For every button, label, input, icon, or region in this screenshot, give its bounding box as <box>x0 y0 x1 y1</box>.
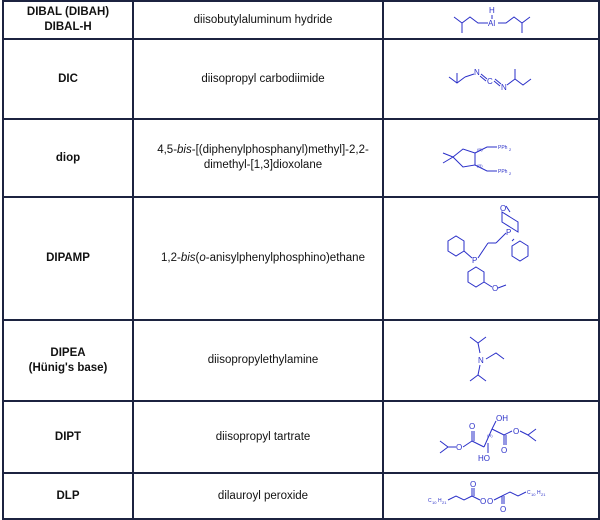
atom-label: O <box>480 497 487 506</box>
structure-cell <box>383 119 599 197</box>
stereo-label: (R) <box>477 147 483 152</box>
table-row <box>3 473 599 519</box>
structure-cell <box>383 1 599 39</box>
atom-label: 2 <box>509 147 512 152</box>
atom-label: C <box>487 77 493 86</box>
abbreviation-line: DIBAL-H <box>44 21 92 33</box>
structure-cell <box>383 473 599 519</box>
dipamp-structure-icon <box>436 203 546 315</box>
chemical-name <box>134 143 382 173</box>
chemical-name: diisobutylaluminum hydride <box>193 13 333 26</box>
atom-label: O <box>513 427 520 436</box>
atom-label: O <box>500 505 507 514</box>
atom-label: N <box>501 83 507 92</box>
table-row <box>3 39 599 119</box>
atom-label: O <box>470 480 477 489</box>
chemical-name <box>134 251 382 266</box>
atom-label: PPh <box>498 145 508 151</box>
table-row <box>3 1 599 39</box>
atom-label: 21 <box>541 492 546 497</box>
abbreviation-line: DIC <box>58 72 78 85</box>
abbreviation-cell <box>3 401 133 473</box>
diop-structure-icon <box>431 133 551 183</box>
stereo-label: (R) <box>487 433 493 438</box>
stereo-label: (R) <box>477 163 483 168</box>
atom-label: O <box>501 446 508 455</box>
abbreviation-cell <box>3 197 133 320</box>
atom-label: O <box>487 497 494 506</box>
abbreviation-line: DIPAMP <box>46 252 90 264</box>
abbreviation-cell <box>3 1 133 39</box>
chemical-name-cell <box>133 119 383 197</box>
dipea-structure-icon <box>456 329 526 393</box>
atom-label: O <box>469 422 476 431</box>
atom-label: N <box>474 68 480 77</box>
atom-label: N <box>478 355 484 365</box>
structure-cell <box>383 320 599 401</box>
atom-label: O <box>492 283 499 293</box>
atom-label: C <box>527 490 531 496</box>
atom-label: H <box>438 498 442 504</box>
atom-label: OH <box>496 414 508 423</box>
table-row <box>3 197 599 320</box>
chemical-name: dilauroyl peroxide <box>217 489 309 502</box>
abbreviation-table <box>2 0 600 520</box>
name-part: o <box>199 252 206 264</box>
atom-label: 2 <box>509 171 512 176</box>
atom-label: O <box>456 443 463 452</box>
chemical-name-cell <box>133 401 383 473</box>
atom-label: 10 <box>531 492 536 497</box>
name-part: 4,5- <box>157 144 178 156</box>
name-part: -anisylphenylphosphino)ethane <box>205 252 365 264</box>
atom-label: C <box>428 498 432 504</box>
atom-label: H <box>489 6 495 15</box>
name-part: bis <box>180 252 196 264</box>
abbreviation-cell <box>3 320 133 401</box>
chemical-name: diisopropylethylamine <box>207 354 319 366</box>
chemical-name-cell <box>133 39 383 119</box>
table-row <box>3 119 599 197</box>
atom-label: O <box>500 203 507 213</box>
chemical-name: diisopropyl tartrate <box>215 430 311 443</box>
abbreviation-line: DIPEA <box>50 346 86 359</box>
chemical-name-cell <box>133 197 383 320</box>
abbreviation-line: DLP <box>56 489 80 502</box>
dic-structure-icon <box>441 59 541 99</box>
abbreviation-cell <box>3 39 133 119</box>
atom-label: 21 <box>442 500 447 505</box>
name-part: bis <box>177 144 192 156</box>
name-part: ( <box>195 252 200 264</box>
chemical-name-cell <box>133 1 383 39</box>
table-row <box>3 401 599 473</box>
atom-label: P <box>472 255 478 265</box>
abbreviation-line: DIPT <box>54 430 82 443</box>
dlp-structure-icon <box>426 476 556 516</box>
dipt-structure-icon <box>436 407 546 467</box>
chemical-name: diisopropyl carbodiimide <box>201 72 325 85</box>
atom-label: P <box>506 227 512 237</box>
chemical-name-cell <box>133 320 383 401</box>
name-part: -[(diphenylphosphanyl)methyl]-2,2-dimethyl-[1,3]dioxolane <box>191 144 369 171</box>
structure-cell <box>383 197 599 320</box>
chemical-name-cell <box>133 473 383 519</box>
atom-label: PPh <box>498 169 508 175</box>
abbreviation-line: (Hünig's base) <box>28 361 108 374</box>
atom-label: HO <box>478 454 490 463</box>
dibal-structure-icon <box>446 3 536 37</box>
abbreviation-line: DIBAL (DIBAH) <box>26 6 110 18</box>
abbreviation-cell <box>3 473 133 519</box>
name-part: 1,2- <box>161 252 181 264</box>
abbreviation-cell <box>3 119 133 197</box>
atom-label: 10 <box>432 500 437 505</box>
table-row <box>3 320 599 401</box>
atom-label: Al <box>488 19 496 28</box>
abbreviation-line: diop <box>55 151 81 164</box>
atom-label: H <box>537 490 541 496</box>
structure-cell <box>383 401 599 473</box>
structure-cell <box>383 39 599 119</box>
